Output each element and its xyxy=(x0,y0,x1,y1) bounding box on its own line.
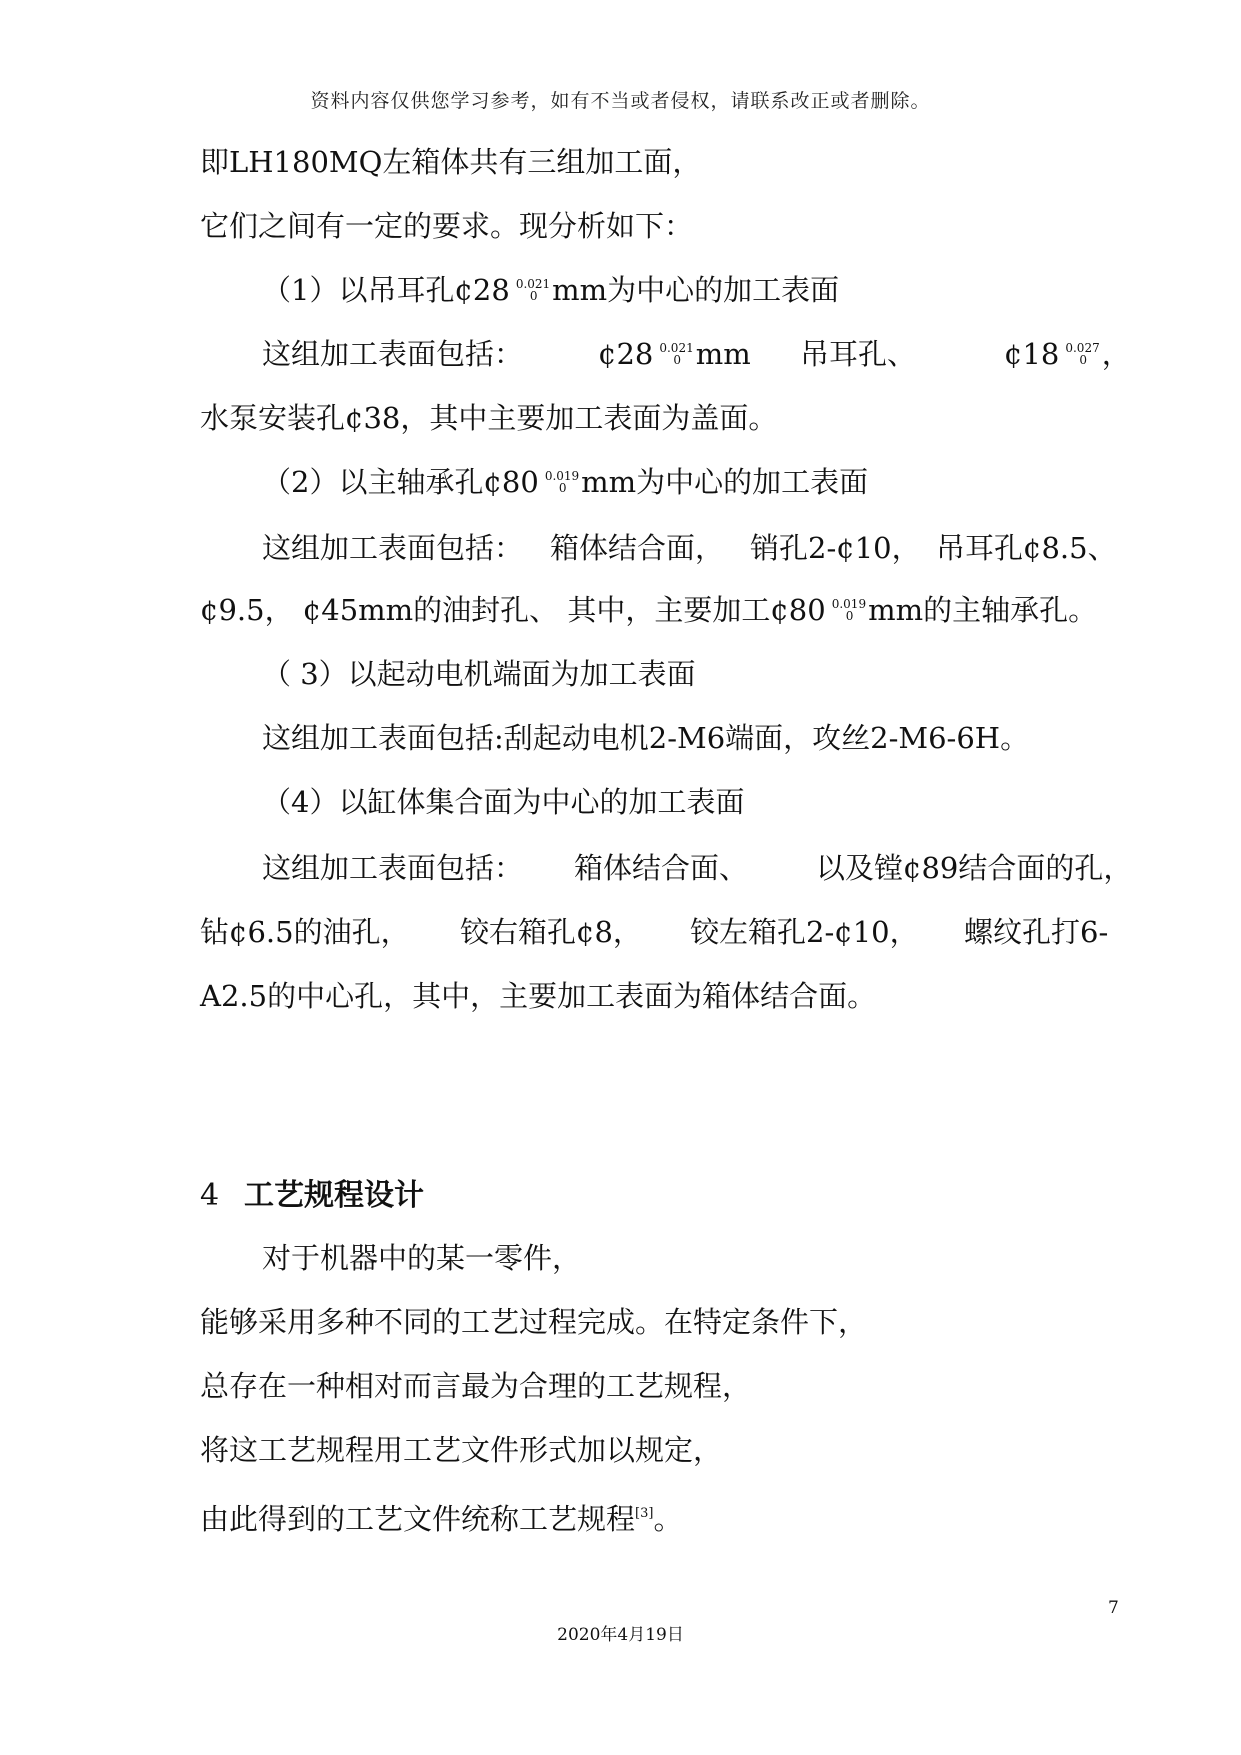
group2-title xyxy=(262,464,868,500)
group4-body-b: 箱体结合面、 xyxy=(574,851,749,885)
punctuation: ， xyxy=(1101,337,1131,371)
tolerance-upper: 0.019 xyxy=(831,597,867,611)
tolerance-upper: 0.019 xyxy=(544,469,580,483)
section-text-line5-text: 由此得到的工艺文件统称工艺规程 xyxy=(200,1502,636,1536)
tolerance-stack xyxy=(545,470,579,494)
group1-title xyxy=(262,272,839,308)
dimension-text: ¢18 xyxy=(1004,337,1060,371)
tolerance-upper: 0.021 xyxy=(515,277,551,291)
group4-line2-b: 铰右箱孔¢8， xyxy=(460,915,642,949)
tolerance-stack xyxy=(659,342,693,366)
tolerance-lower: 0 xyxy=(845,609,854,623)
header-disclaimer: 资料内容仅供您学习参考，如有不当或者侵权，请联系改正或者删除。 xyxy=(310,90,931,112)
group4-body-c: 以及镗¢89结合面的孔， xyxy=(816,851,1133,885)
group4-line3: A2.5的中心孔，其中，主要加工表面为箱体结合面。 xyxy=(200,979,877,1013)
section-text-line2: 能够采用多种不同的工艺过程完成。在特定条件下， xyxy=(200,1305,868,1339)
group1-title-text: （1）以吊耳孔¢28 xyxy=(262,273,510,307)
group2-body-a: 这组加工表面包括： xyxy=(262,531,524,565)
group1-title-suffix: mm为中心的加工表面 xyxy=(552,273,840,307)
group1-body-line2: 水泵安装孔¢38，其中主要加工表面为盖面。 xyxy=(200,401,778,435)
section-text-line1: 对于机器中的某一零件， xyxy=(262,1241,582,1275)
group4-line2-a: 钻¢6.5的油孔， xyxy=(200,915,410,949)
tolerance-stack xyxy=(516,278,550,302)
dimension-text: ¢28 xyxy=(598,337,654,371)
citation-marker: [3] xyxy=(635,1506,654,1521)
group4-title: （4）以缸体集合面为中心的加工表面 xyxy=(262,785,745,819)
tolerance-stack xyxy=(1065,342,1099,366)
section-heading xyxy=(200,1170,424,1214)
tolerance-upper: 0.021 xyxy=(659,341,694,355)
tolerance-lower: 0 xyxy=(1079,353,1087,367)
group2-title-suffix: mm为中心的加工表面 xyxy=(581,465,869,499)
group4-line2-c: 铰左箱孔2-¢10， xyxy=(690,915,919,949)
section-number: 4 xyxy=(200,1178,220,1213)
group4-body-a: 这组加工表面包括： xyxy=(262,851,524,885)
paragraph-analysis: 它们之间有一定的要求。现分析如下： xyxy=(200,209,694,243)
paragraph-intro: 即LH180MQ左箱体共有三组加工面， xyxy=(200,145,702,179)
group2-body-c: 销孔2-¢10， xyxy=(750,531,921,565)
group2-body-line2-suffix: mm的主轴承孔。 xyxy=(868,593,1098,627)
tolerance-upper: 0.027 xyxy=(1065,341,1100,355)
tolerance-lower: 0 xyxy=(673,353,681,367)
group2-title-text: （2）以主轴承孔¢80 xyxy=(262,465,539,499)
section-title: 工艺规程设计 xyxy=(244,1178,424,1213)
section-text-line5 xyxy=(200,1496,682,1537)
tolerance-lower: 0 xyxy=(558,481,567,495)
unit-text: mm xyxy=(695,337,751,371)
punctuation: 。 xyxy=(653,1502,683,1536)
group1-body-d xyxy=(1004,336,1131,372)
group1-body-c: 吊耳孔、 xyxy=(800,337,917,371)
group2-body-line2-text: ¢9.5， ¢45mm的油封孔、 其中，主要加工¢80 xyxy=(200,593,826,627)
section-text-line4: 将这工艺规程用工艺文件形式加以规定， xyxy=(200,1433,723,1467)
section-text-line3: 总存在一种相对而言最为合理的工艺规程， xyxy=(200,1369,752,1403)
group3-body: 这组加工表面包括:刮起动电机2-M6端面，攻丝2-M6-6H。 xyxy=(262,721,1030,755)
group4-line2-d: 螺纹孔打6- xyxy=(964,915,1109,949)
group1-body-a: 这组加工表面包括： xyxy=(262,337,524,371)
group3-title: （ 3）以起动电机端面为加工表面 xyxy=(262,657,696,691)
footer-date: 2020年4月19日 xyxy=(557,1625,684,1645)
group1-body-b xyxy=(598,336,751,372)
tolerance-stack xyxy=(832,598,866,622)
tolerance-lower: 0 xyxy=(529,289,538,303)
group2-body-b: 箱体结合面， xyxy=(550,531,725,565)
group2-body-d: 吊耳孔¢8.5、 xyxy=(936,531,1117,565)
group2-body-line2 xyxy=(200,592,1097,628)
page-number: 7 xyxy=(1108,1598,1119,1618)
